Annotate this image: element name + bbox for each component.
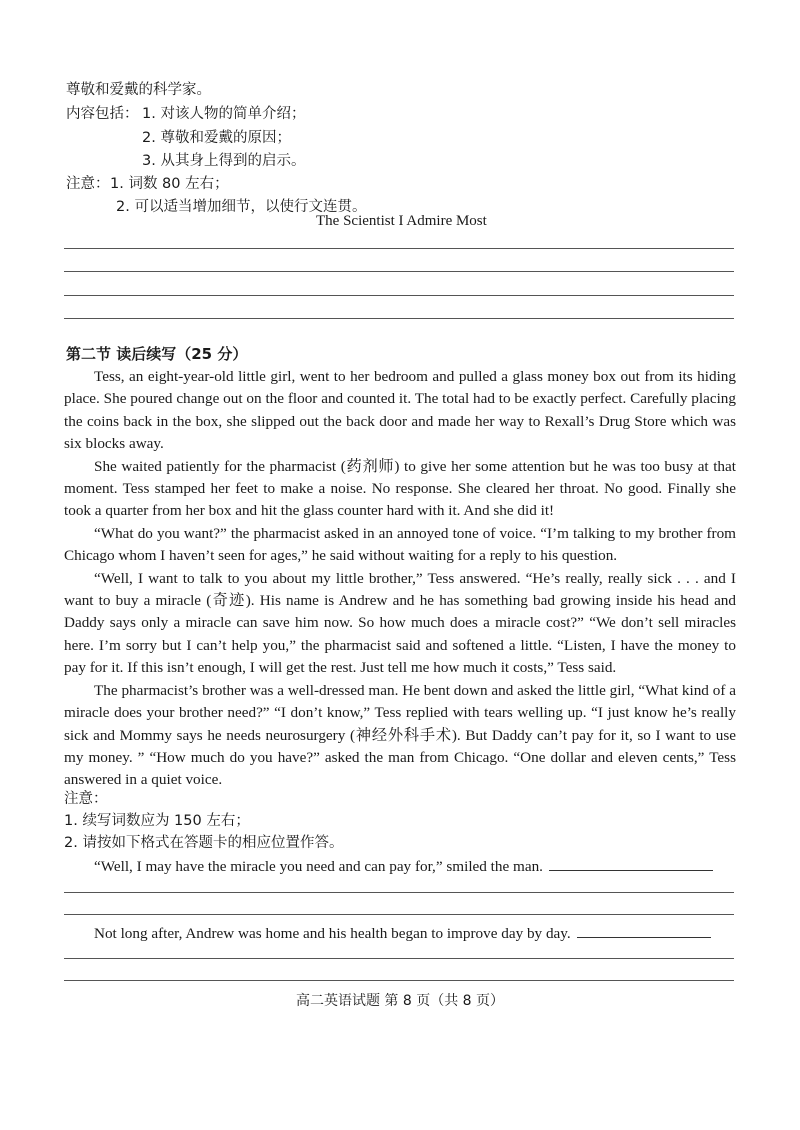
continuation-notes — [64, 788, 343, 854]
reading-passage — [64, 366, 736, 792]
answer-line — [64, 914, 734, 915]
passage-paragraph: She waited patiently for the pharmacist (药剂师) to give her some attention but he was too busy at that moment. Tess stamped her feet to make a noise. No response. She cleared her throat. No good. Finally she took a quarter from her box and hit the glass counter hard with it. And she did it! — [64, 457, 736, 520]
note-label: 注意： — [66, 176, 110, 192]
notes-item-1: 1. 续写词数应为 150 左右； — [64, 813, 250, 829]
essay-title: The Scientist I Admire Most — [316, 213, 487, 229]
notes-label: 注意： — [64, 791, 108, 807]
continuation-prompt-1 — [94, 856, 713, 876]
answer-line — [64, 295, 734, 296]
blank-line[interactable] — [549, 856, 713, 871]
answer-line — [64, 318, 734, 319]
passage-paragraph: “Well, I want to talk to you about my little brother,” Tess answered. “He’s really, really sick . . . and I want to buy a miracle (奇迹). His name is Andrew and he has something bad growing inside his head and Daddy says only a miracle can save him now. So how much does a miracle cost?” “We don’t sell miracles here. I’m sorry but I can’t help you,” the pharmacist said and softened a little. “Listen, I have the money to pay for it. If this isn’t enough, I will get the rest. Just tell me how much it costs,” Tess said. — [64, 569, 736, 677]
prompt-2-text: Not long after, Andrew was home and his health began to improve day by day. — [94, 925, 571, 942]
blank-line[interactable] — [577, 923, 711, 938]
note-item-2: 2. 可以适当增加细节，以使行文连贯。 — [116, 199, 367, 215]
page-footer: 高二英语试题 第 8 页（共 8 页） — [295, 993, 505, 1009]
content-item-2: 2. 尊敬和爱戴的原因； — [142, 130, 291, 146]
answer-line — [64, 980, 734, 981]
content-label: 内容包括： — [66, 106, 139, 122]
answer-line — [64, 958, 734, 959]
passage-paragraph: The pharmacist’s brother was a well-dressed man. He bent down and asked the little girl, “What kind of a miracle does your brother need?” “I don’t know,” Tess replied with tears welling up. “I just know he’s really sick and Mommy says he needs neurosurgery (神经外科手术). But Daddy can’t pay for it, so I want to use my money. ” “How much do you have?” asked the man from Chicago. “One dollar and eleven cents,” Tess answered in a quiet voice. — [64, 681, 736, 789]
answer-line — [64, 271, 734, 272]
content-item-1: 1. 对该人物的简单介绍； — [142, 106, 306, 122]
notes-item-2: 2. 请按如下格式在答题卡的相应位置作答。 — [64, 835, 344, 851]
passage-paragraph: “What do you want?” the pharmacist asked in an annoyed tone of voice. “I’m talking to my brother from Chicago whom I haven’t seen for ages,” he said without waiting for a reply to his question. — [64, 524, 736, 565]
prompt-1-text: “Well, I may have the miracle you need and can pay for,” smiled the man. — [94, 858, 543, 875]
answer-line — [64, 892, 734, 893]
answer-line — [64, 248, 734, 249]
task1-intro: 尊敬和爱戴的科学家。 — [66, 82, 211, 98]
section-heading: 第二节 读后续写（25 分） — [66, 345, 248, 363]
continuation-prompt-2 — [94, 923, 711, 943]
note-item-1: 1. 词数 80 左右； — [110, 176, 229, 192]
content-item-3: 3. 从其身上得到的启示。 — [142, 153, 306, 169]
passage-paragraph: Tess, an eight-year-old little girl, went to her bedroom and pulled a glass money box out from its hiding place. She poured change out on the floor and counted it. The total had to be exactly perfect. Carefully placing the coins back in the box, she slipped out the back door and made her way to Rexall’s Drug Store which was six blocks away. — [64, 368, 736, 453]
